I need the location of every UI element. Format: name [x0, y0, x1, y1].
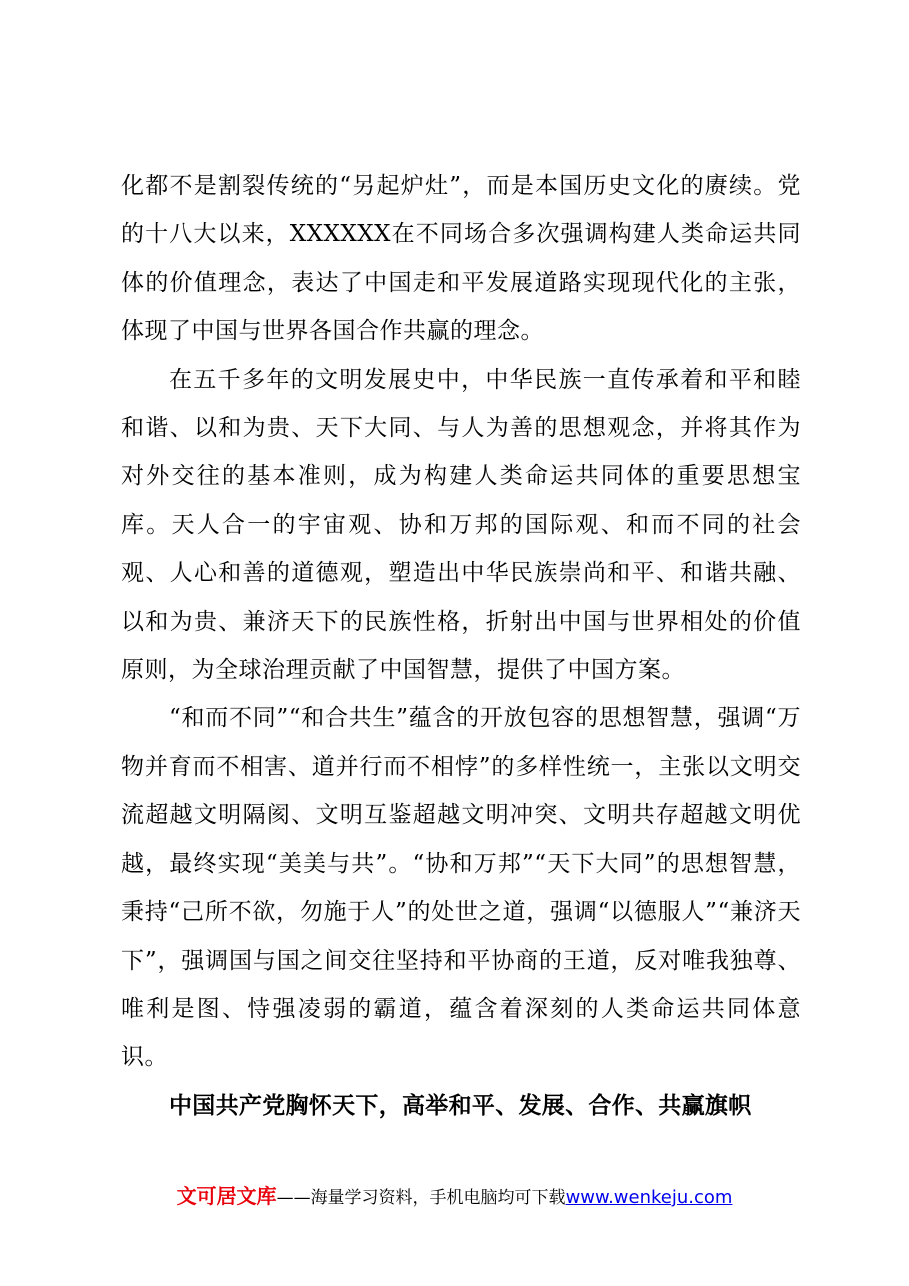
- footer-brand: 文可居文库: [176, 1184, 277, 1208]
- footer-tagline: ——海量学习资料，手机电脑均可下载: [276, 1188, 566, 1208]
- footer-link[interactable]: www.wenkeju.com: [565, 1187, 733, 1208]
- section-heading: 中国共产党胸怀天下，高举和平、发展、合作、共赢旗帜: [169, 1092, 752, 1119]
- footer-banner: [0, 1180, 909, 1214]
- paragraph-continuation: 化都不是割裂传统的“另起炉灶”，而是本国历史文化的赓续。党的十八大以来，XXXXXX在不同场合多次强调构建人类命运共同体的价值理念，表达了中国走和平发展道路实现现代化的主张，体现了中国与世界各国合作共赢的理念。: [121, 173, 801, 345]
- paragraph-harmony-wisdom: “和而不同”“和合共生”蕴含的开放包容的思想智慧，强调“万物并育而不相害、道并行而不相悖”的多样性统一，主张以文明交流超越文明隔阂、文明互鉴超越文明冲突、文明共存超越文明优越，最终实现“美美与共”。“协和万邦”“天下大同”的思想智慧，秉持“己所不欲，勿施于人”的处世之道，强调“以德服人”“兼济天下”，强调国与国之间交往坚持和平协商的王道，反对唯我独尊、唯利是图、恃强凌弱的霸道，蕴含着深刻的人类命运共同体意识。: [121, 705, 801, 1071]
- paragraph-civilization-history: 在五千多年的文明发展史中，中华民族一直传承着和平和睦和谐、以和为贵、天下大同、与人为善的思想观念，并将其作为对外交往的基本准则，成为构建人类命运共同体的重要思想宝库。天人合一的宇宙观、协和万邦的国际观、和而不同的社会观、人心和善的道德观，塑造出中华民族崇尚和平、和谐共融、以和为贵、兼济天下的民族性格，折射出中国与世界相处的价值原则，为全球治理贡献了中国智慧，提供了中国方案。: [121, 366, 801, 684]
- document-body: [121, 162, 801, 1130]
